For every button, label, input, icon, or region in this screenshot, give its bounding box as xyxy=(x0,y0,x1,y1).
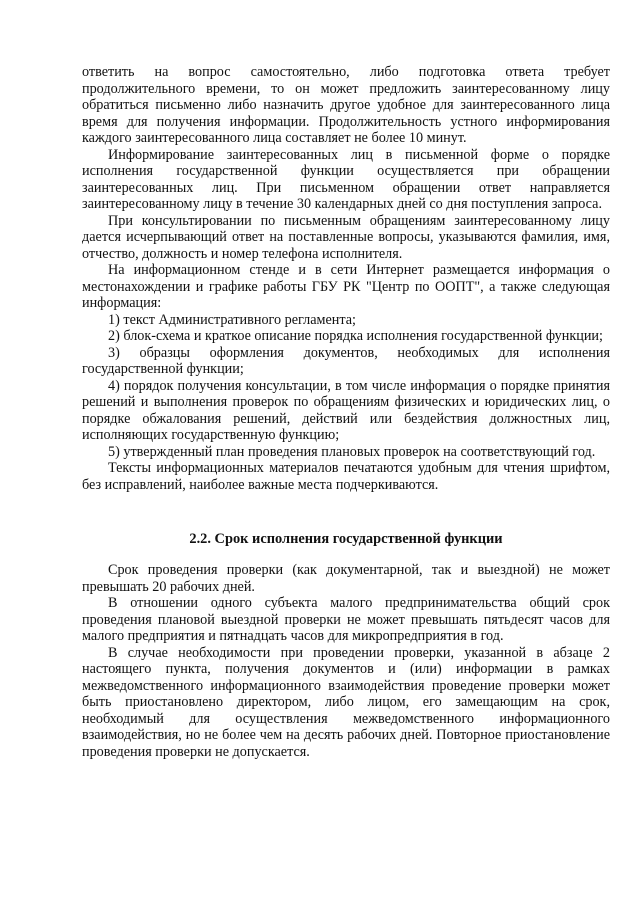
paragraph-written-info: Информирование заинтересованных лиц в письменной форме о порядке исполнения государственной функции осуществляется при обращении заинтересованных лиц. При письменном обращении ответ направляется заинтересованному лицу в течение 30 календарных дней со дня поступления запроса. xyxy=(82,146,610,212)
paragraph-written-consulting: При консультировании по письменным обращениям заинтересованному лицу дается исчерпывающий ответ на поставленные вопросы, указываются фамилия, имя, отчество, должность и номер телефона исполнителя. xyxy=(82,212,610,262)
list-item-flowchart: 2) блок-схема и краткое описание порядка исполнения государственной функции; xyxy=(108,328,603,344)
paragraph-suspension: В случае необходимости при проведении проверки, указанной в абзаце 2 настоящего пункта, получения документов и (или) информации в рамках межведомственного информационного взаимодействия проведение проверки может быть приостановлено директором, либо лицом, его замещающим на срок, необходимый для осуществления межведомственного информационного взаимодействия, но не более чем на десять рабочих дней. Повторное приостановление проведения проверки не допускается. xyxy=(82,644,610,760)
section-heading: 2.2. Срок исполнения государственной функции xyxy=(189,531,503,547)
paragraph-inspection-term: Срок проведения проверки (как документарной, так и выездной) не может превышать 20 рабочих дней. xyxy=(82,562,610,595)
spacer xyxy=(82,548,610,562)
paragraph-info-stand: На информационном стенде и в сети Интернет размещается информация о местонахождении и графике работы ГБУ РК "Центр по ООПТ", а также следующая информация: xyxy=(82,262,610,311)
list-item-regulation-text: 1) текст Административного регламента; xyxy=(108,311,356,328)
paragraph-oral-info-continuation: ответить на вопрос самостоятельно, либо подготовка ответа требует продолжительного времени, то он может предложить заинтересованному лицу обратиться письменно либо назначить другое удобное для заинтересованного лица время для получения информации. Продолжительность устного информирования каждого заинтересованного лица составляет не более 10 минут. xyxy=(82,64,610,146)
spacer xyxy=(82,493,610,531)
list-item-consultation-procedure: 4) порядок получения консультации, в том числе информация о порядке принятия решений и выполнения проверок по обращениям физических и юридических лиц, о порядке обжалования решений, действий или бездействия должностных лиц, исполняющих государственную функцию; xyxy=(82,377,610,443)
document-page xyxy=(82,64,610,760)
list-item-document-samples: 3) образцы оформления документов, необходимых для исполнения государственной функции; xyxy=(82,344,610,377)
paragraph-small-business-term: В отношении одного субъекта малого предпринимательства общий срок проведения плановой выездной проверки не может превышать пятьдесят часов для малого предприятия и пятнадцать часов для микропредприятия в год. xyxy=(82,595,610,644)
paragraph-materials-font: Тексты информационных материалов печатаются удобным для чтения шрифтом, без исправлений, наиболее важные места подчеркиваются. xyxy=(82,460,610,493)
list-item-inspection-plan: 5) утвержденный план проведения плановых проверок на соответствующий год. xyxy=(108,443,596,460)
